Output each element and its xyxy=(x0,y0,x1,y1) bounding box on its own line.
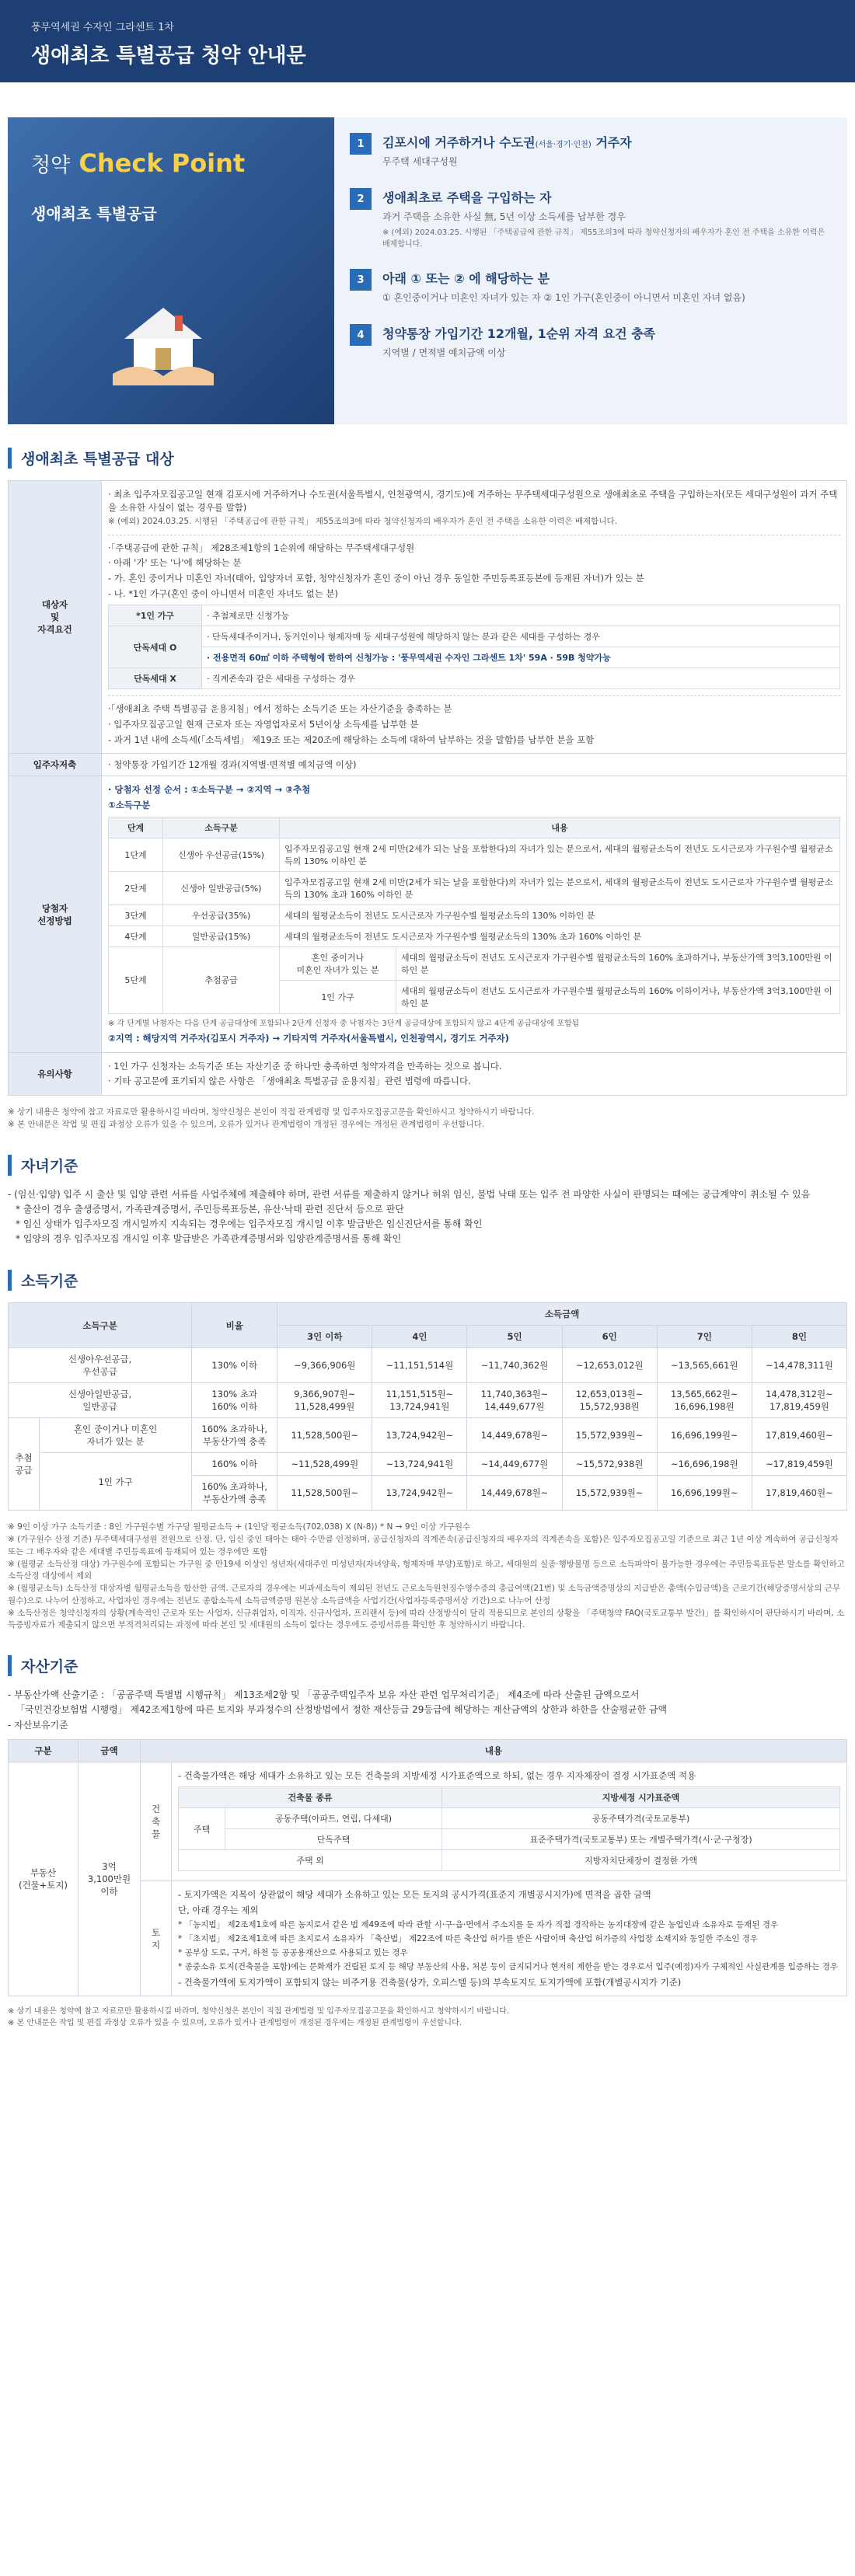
checkpoint-badge: 청약 Check Point xyxy=(31,148,246,178)
section-title: 소득기준 xyxy=(8,1270,847,1291)
asset-intro: - 부동산가액 산출기준 : 「공공주택 특별법 시행규칙」 제13조제2항 및 「공공주택입주자 보유 자산 관련 업무처리기준」 제4조에 따라 산출된 금액으로서 「국민건강보험법 시행령」 제42조제1항에 따른 토지와 부과정수의 산정방법에서 정한 재산등급 29등급에 해당하는 재산금액의 상한과 하한을 산술평균한 금액 - 자산보유기준 xyxy=(8,1689,668,1731)
eligibility-table: 대상자 및 자격요건 · 최초 입주자모집공고일 현재 김포시에 거주하거나 수도권(서울특별시, 인천광역시, 경기도)에 거주하는 무주택세대구성원으로 생애최초로 주택을 구입하는자(모든 세대구성원이 과거 주택을 소유한 사실이 없는 경우를 말함) ※ (예외) 2024.03.25. 시행된 「주택공급에 관한 규칙」 제55조의3에 따라 청약신청자의 배우자가 혼인 전 주택을 소유한 이력은 배제합니다. ·「주택공급에 관한 규칙」 제28조제1항의 1순위에 해당하는 무주택세대구성원 · 아래 '가' 또는 '나'에 해당하는 분 - 가. 혼인 중이거나 미혼인 자녀(태아, 입양자녀 포함, 청약신청자가 혼인 중이 아닌 경우 동일한 주민등록표등본에 등재된 자녀)가 있는 분 - 나. *1인 가구(혼인 중이 아니면서 미혼인 자녀도 없는 분) *1인 가구 · 추첨제로만 신청가능 단독세대 O · 단독세대주이거나, 동거인이나 형제자매 등 세대구성원에 해당하지 않는 분과 같은 세대를 구성하는 경우 · 전용면적 60㎡ 이하 주택형에 한하여 신청가능 : '풍무역세권 수자인 그라센트 1차' 59A · 59B 청약가능 단독세대 X · 직계존속과 같은 세대를 구성하는 경우 ·「생애최초 주택 특별공급 운용지침」에서 정하는 소득기준 또는 자산기준을 충족하는 분 · 입주자모집공고일 현재 근로자 또는 자영업자로서 5년이상 소득세를 납부한 분 - 과거 1년 내에 소득세(「소득세법」 제19조 또는 제20조에 해당하는 소득에 대하여 납부하는 것을 말함)를 납부한 분을 포함 입주자저축 · 청약통장 가입기간 12개월 경과(지역별·면적별 예치금액 이상) 당첨자 선정방법 · 당첨자 선정 순서 : ①소득구분 → ②지역 → ③추첨 ①소득구분 단계 소득구분 내용 1단계 신생아 우선공급(15%) 입주자모집공고일 현재 2세 미만(2세가 되는 날을 포함한다)의 자녀가 있는 분으로서, 세대의 월평균소득이 전년도 도시근로자 가구원수별 월평균소득의 130% 이하인 분 2단계 신생아 일반공급(5%) 입주자모집공고일 현재 2세 미만(2세가 되는 날을 포함한다)의 자녀가 있는 분으로서, 세대의 월평균소득이 전년도 도시근로자 가구원수별 월평균소득의 130% 초과 160% 이하인 분 3단계 우선공급(35%) 세대의 월평균소득이 전년도 도시근로자 가구원수별 월평균소득의 130% 이하인 분 4단계 일반공급(15%) 세대의 월평균소득이 전년도 도시근로자 가구원수별 월평균소득의 130% 초과 160% 이하인 분 5단계 추첨공급 혼인 중이거나 미혼인 자녀가 있는 분 세대의 월평균소득이 전년도 도시근로자 가구원수별 월평균소득의 160% 초과하거나, 부동산가액 3억3,100만원 이하인 분 1인 가구 세대의 월평균소득이 전년도 도시근로자 가구원수별 월평균소득의 160% 이하이거나, 부동산가액 3억3,100만원 이하인 분 ※ 각 단계별 낙첨자는 다음 단계 공급대상에 포함되나 2단계 신청자 중 낙첨자는 3단계 공급대상에 포함되지 않고 4단계 공급대상에 포함됨 ②지역 : 해당지역 거주자(김포시 거주자) → 기타지역 거주자(서울특별시, 인천광역시, 경기도 거주자) 유의사항 · 1인 가구 신청자는 소득기준 또는 자산기준 중 하나만 충족하면 청약자격을 만족하는 것으로 봅니다. · 기타 공고문에 표기되지 않은 사항은 「생애최초 특별공급 운용지침」관련 법령에 따릅니다. xyxy=(8,480,847,1096)
asset-table: 구분 금액 내용 부동산 (건물+토지) 3억 3,100만원 이하 건 축 물 - 건축물가액은 해당 세대가 소유하고 있는 모든 건축물의 지방세정 시가표준액으로 하되, 없는 경우 지자체장이 결정 시가표준액 적용 건축물 종류 지방세정 시가표준액 주택 공동주택(아파트, 연립, 다세대) 공동주택가격(국토교통부) 단독주택 표준주택가격(국토교통부) 또는 개별주택가격(시·군·구청장) 주택 외 지방자치단체장이 결정한 가액 토 지 - 토지가액은 지목이 상관없이 해당 세대가 소유하고 있는 모든 토지의 공시가격(표준지 개별공시지가)에 면적을 곱한 금액 단, 아래 경우는 제외 * 「농지법」 제2조제1호에 따른 농지로서 같은 법 제49조에 따라 관할 시·구·읍·면에서 주소지를 둔 자가 직접 경작하는 농지대장에 같은 농업인과 소유자로 등재된 경우 * 「초지법」 제2조제1호에 따른 초지로서 소유자가 「축산법」 제22조에 따른 축산업 허가를 받은 사람이며 축산업 허가증의 사업장 소재지와 동일한 주소인 경우 * 공부상 도로, 구거, 하천 등 공공용재산으로 사용되고 있는 경우 * 종중소유 토지(건축물을 포함)에는 문화재가 건립된 토지 등 해당 부동산의 사용, 처분 등이 금지되거나 현저히 제한을 받는 경우로서 입주(예정)자가 구체적인 사실관계를 입증하는 경우 - 건축물가액에 토지가액이 포함되지 않는 비주거용 건축물(상가, 오피스텔 등)의 부속토지도 토지가액에 포함(개별공시지가 기준) xyxy=(8,1739,847,1997)
section-title: 자산기준 xyxy=(8,1655,847,1676)
disclaimer: ※ 상기 내용은 청약에 참고 자료로만 활용하시길 바라며, 청약신청은 본인이 직접 관계법령 및 입주자모집공고문을 확인하시고 청약하시기 바랍니다. ※ 본 안내문은 작업 및 편집 과정상 오류가 있을 수 있으며, 오류가 있거나 관계법령이 개정된 경우에는 개정된 관계법령이 우선합니다. xyxy=(8,1107,535,1129)
checkpoint-item: 4 청약통장 가입기간 12개월, 1순위 자격 요건 충족 지역별 / 면적별 예치금액 이상 xyxy=(350,324,832,359)
page-header xyxy=(0,0,855,82)
one-person-table: *1인 가구 · 추첨제로만 신청가능 단독세대 O · 단독세대주이거나, 동거인이나 형제자매 등 세대구성원에 해당하지 않는 분과 같은 세대를 구성하는 경우 · 전용면적 60㎡ 이하 주택형에 한하여 신청가능 : '풍무역세권 수자인 그라센트 1차' 59A · 59B 청약가능 단독세대 X · 직계존속과 같은 세대를 구성하는 경우 xyxy=(108,605,840,689)
checkpoint-list xyxy=(334,117,847,424)
section-title: 생애최초 특별공급 대상 xyxy=(8,448,847,469)
building-value-table: 건축물 종류 지방세정 시가표준액 주택 공동주택(아파트, 연립, 다세대) 공동주택가격(국토교통부) 단독주택 표준주택가격(국토교통부) 또는 개별주택가격(시·군·구청장) 주택 외 지방자치단체장이 결정한 가액 xyxy=(178,1786,840,1871)
child-criteria: - (임신·입양) 입주 시 출산 및 입양 관련 서류를 사업주체에 제출해야 하며, 관련 서류를 제출하지 않거나 허위 임신, 불법 낙태 또는 입주 전 파양한 사실이 판명되는 때에는 공급계약이 취소될 수 있음 * 출산이 경우 출생증명서, 가족관계증명서, 주민등록표등본, 유산·낙태 관련 진단서 등으로 판단 * 임신 상태가 입주자모집 개시일까지 지속되는 경우에는 입주자모집 개시일 이후 발급받은 임신진단서를 통해 확인 * 입양의 경우 입주자모집 개시일 이후 발급받은 가족관계증명서와 입양관계증명서를 통해 확인 xyxy=(8,1188,811,1245)
footer-disclaimer: ※ 상기 내용은 청약에 참고 자료로만 활용하시길 바라며, 청약신청은 본인이 직접 관계법령 및 입주자모집공고문을 확인하시고 청약하시기 바랍니다. ※ 본 안내문은 작업 및 편집 과정상 오류가 있을 수 있으며, 오류가 있거나 관계법령이 개정된 경우에는 개정된 관계법령이 우선합니다. xyxy=(8,2007,510,2028)
income-notes: ※ 9인 이상 가구 소득기준 : 8인 가구원수별 가구당 월평균소득 + (1인당 평균소득(702,038) X (N-8)) * N → 9인 이상 가구원수 ※ (가구원수 산정 기준) 무주택세대구성원 전원으로 산정. 단, 임신 중인 태아는 태아 수만큼 인정하며, 공급신청자의 직계존속(공급신청자의 배우자의 직계존속을 포함)은 입주자모집공고일 기준으로 최근 1년 이상 계속하여 공급신청자 또는 그 배우자와 같은 세대별 주민등록표에 등재되어 있는 경우에만 포함 ※ (월평균 소득산정 대상) 가구원수에 포함되는 가구원 중 만19세 이상인 성년자(세대주인 미성년자(자녀양육, 형제자매 부양)포함)로 하고, 세대원의 실종·행방불명 등으로 소득파악이 불가능한 경우에는 주민등록표등본 말소를 확인하고 소득산정 대상에서 제외 ※ (월평균소득) 소득산정 대상자별 월평균소득을 합산한 금액. 근로자의 경우에는 비과세소득이 제외된 전년도 근로소득원천징수영수증의 총급여액(21번) 및 소득금액증명상의 지급받은 총액(수입금액)을 근로기간(해당증명서상의 근무월수)으로 나누어 산정하고, 사업자인 경우에는 전년도 종합소득세 소득금액증명 원본상 소득금액을 사업기간(사업자등록증명서상 기간)으로 나누어 산정 ※ 소득산정은 청약신청자의 상황(계속적인 근로자 또는 사업자, 신규취업자, 이직자, 신규사업자, 프리랜서 등)에 따라 산정방식이 달리 적용되므로 본인의 상황을 「주택청약 FAQ(국토교통부 발간)」를 확인하시어 판단하시기 바라며, 소득증빙자료가 제출되지 않으면 부적격처리되는 과정에 따라 본인 및 세대원의 소득이 없다는 경우에도 증빙서류를 확인한 후 청약하시기 바랍니다. xyxy=(8,1522,845,1630)
section-title: 자녀기준 xyxy=(8,1155,847,1176)
page-title: 생애최초 특별공급 청약 안내문 xyxy=(31,44,306,68)
checkpoint-panel xyxy=(8,117,847,424)
checkpoint-item: 1 김포시에 거주하거나 수도권(서울·경기·인천) 거주자 무주택 세대구성원 xyxy=(350,133,832,168)
checkpoint-item: 2 생애최초로 주택을 구입하는 자 과거 주택을 소유한 사실 無, 5년 이상 소득세를 납부한 경우 ※ (예외) 2024.03.25. 시행된 「주택공급에 관한 규칙」 제55조의3에 따라 청약신청자의 배우자가 혼인 전 주택을 소유한 이력은 배제합니다. xyxy=(350,188,832,249)
house-in-hands-icon xyxy=(109,300,218,385)
checkpoint-banner xyxy=(8,117,334,424)
checkpoint-item: 3 아래 ① 또는 ② 에 해당하는 분 ① 혼인중이거나 미혼인 자녀가 있는 자 ② 1인 가구(혼인중이 아니면서 미혼인 자녀 없음) xyxy=(350,269,832,304)
checkpoint-subtitle: 생애최초 특별공급 xyxy=(31,204,157,223)
complex-name: 풍무역세권 수자인 그라센트 1차 xyxy=(31,22,174,33)
selection-steps-table: 단계 소득구분 내용 1단계 신생아 우선공급(15%) 입주자모집공고일 현재 2세 미만(2세가 되는 날을 포함한다)의 자녀가 있는 분으로서, 세대의 월평균소득이 전년도 도시근로자 가구원수별 월평균소득의 130% 이하인 분 2단계 신생아 일반공급(5%) 입주자모집공고일 현재 2세 미만(2세가 되는 날을 포함한다)의 자녀가 있는 분으로서, 세대의 월평균소득이 전년도 도시근로자 가구원수별 월평균소득의 130% 초과 160% 이하인 분 3단계 우선공급(35%) 세대의 월평균소득이 전년도 도시근로자 가구원수별 월평균소득의 130% 이하인 분 4단계 일반공급(15%) 세대의 월평균소득이 전년도 도시근로자 가구원수별 월평균소득의 130% 초과 160% 이하인 분 5단계 추첨공급 혼인 중이거나 미혼인 자녀가 있는 분 세대의 월평균소득이 전년도 도시근로자 가구원수별 월평균소득의 160% 초과하거나, 부동산가액 3억3,100만원 이하인 분 1인 가구 세대의 월평균소득이 전년도 도시근로자 가구원수별 월평균소득의 160% 이하이거나, 부동산가액 3억3,100만원 이하인 분 xyxy=(108,817,840,1014)
income-table: 소득구분 비율 소득금액 3인 이하 4인 5인 6인 7인 8인 신생아우선공급, 우선공급 130% 이하 ~9,366,906원 ~11,151,514원 ~11,740,362원 ~12,653,012원 ~13,565,661원 ~14,478,311원 신생아일반공급, 일반공급 130% 초과 160% 이하 9,366,907원~ 11,528,499원 11,151,515원~ 13,724,941원 11,740,363원~ 14,449,677원 12,653,013원~ 15,572,938원 13,565,662원~ 16,696,198원 14,478,312원~ 17,819,459원 추첨 공급 혼인 중이거나 미혼인 자녀가 있는 분 160% 초과하나, 부동산가액 충족 11,528,500원~ 13,724,942원~ 14,449,678원~ 15,572,939원~ 16,696,199원~ 17,819,460원~ 1인 가구 160% 이하 ~11,528,499원 ~13,724,941원 ~14,449,677원 ~15,572,938원 ~16,696,198원 ~17,819,459원 160% 초과하나, 부동산가액 충족 11,528,500원~ 13,724,942원~ 14,449,678원~ 15,572,939원~ 16,696,199원~ 17,819,460원~ xyxy=(8,1302,847,1511)
